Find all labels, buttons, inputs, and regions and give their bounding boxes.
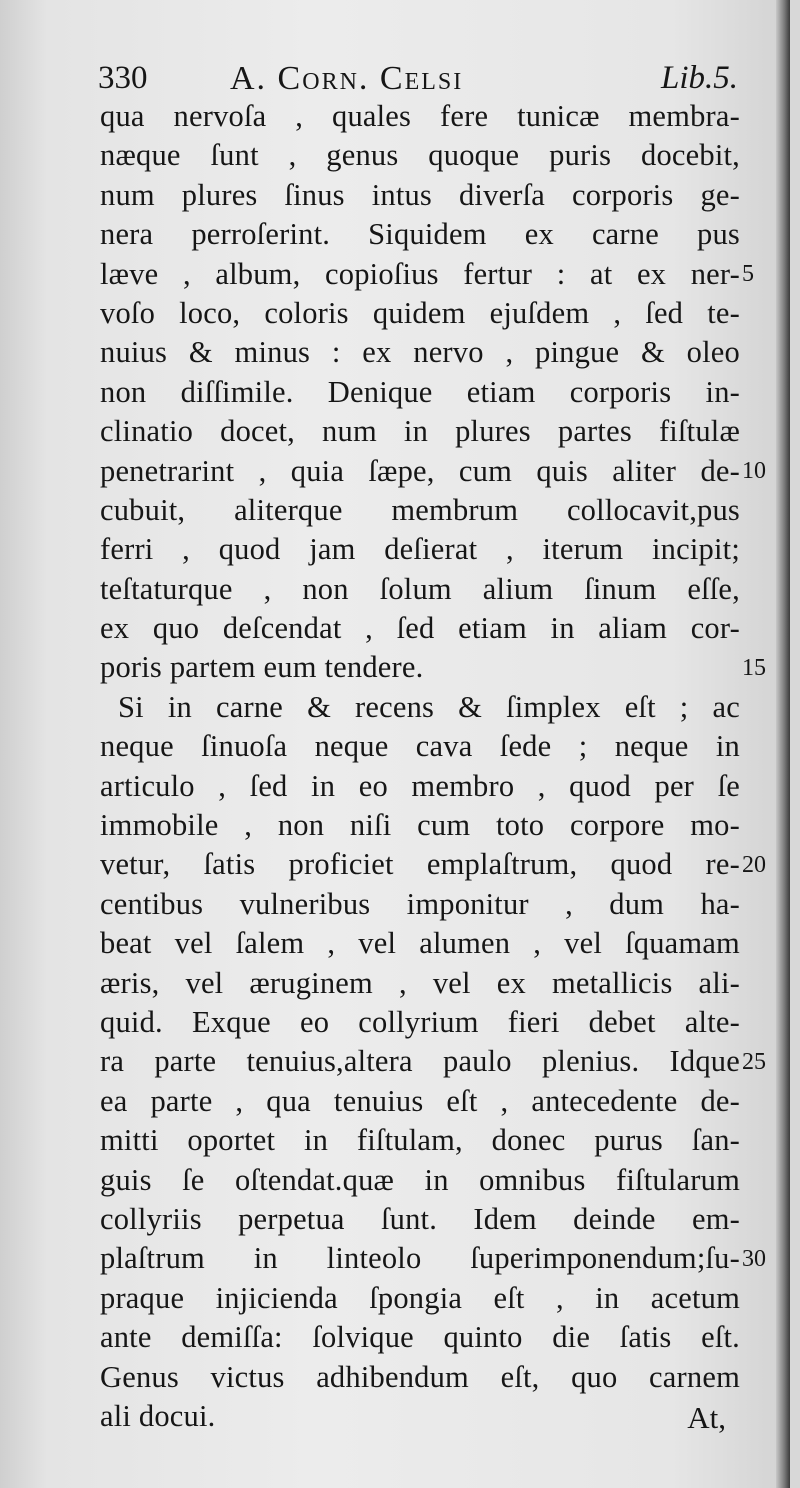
line-number-15: 15 [742,654,766,681]
text-line: Genus victus adhibendum eſt, quo carnem [100,1359,740,1394]
catchword: At, [687,1400,726,1435]
text-line: immobile , non niſi cum toto corpore mo- [100,808,740,843]
text-line: Si in carne & recens & ſimplex eſt ; ac [118,689,740,724]
text-line: ex quo deſcendat , ſed etiam in aliam cor- [100,611,740,646]
text-line: ra parte tenuius,altera paulo plenius. Idque [100,1044,740,1079]
text-line: qua nervoſa , quales fere tunicæ membra- [100,99,740,133]
text-line: beat vel ſalem , vel alumen , vel ſquamam [100,926,740,961]
text-line: poris partem eum tendere. [100,650,424,685]
text-line: guis ſe oſtendat.quæ in omnibus fiſtularum [100,1162,740,1197]
text-line: centibus vulneribus imponitur , dum ha- [100,886,740,921]
body-text [100,97,740,1436]
text-line: læve , album, copioſius fertur : at ex ner- [100,256,740,291]
book-label: Lib.5. [660,60,738,96]
text-line: num plures ſinus intus diverſa corporis ge- [100,177,740,212]
text-line: vetur, ſatis proficiet emplaſtrum, quod re- [100,847,740,882]
line-number-10: 10 [742,457,766,484]
text-line: articulo , ſed in eo membro , quod per ſe [100,768,740,803]
text-line: voſo loco, coloris quidem ejuſdem , ſed te- [100,295,740,330]
text-line: praque injicienda ſpongia eſt , in acetum [100,1280,740,1315]
page-number: 330 [98,60,148,96]
text-line: ali docui. [100,1398,216,1433]
text-line: æris, vel æruginem , vel ex metallicis ali- [100,965,740,1000]
text-line: mitti oportet in fiſtulam, donec purus ſan- [100,1123,740,1158]
text-line: plaſtrum in linteolo ſuperimponendum;ſu- [100,1241,740,1276]
text-line: cubuit, aliterque membrum collocavit,pus [100,492,740,527]
text-line: quid. Exque eo collyrium fieri debet alte- [100,1004,740,1039]
text-line: collyriis perpetua ſunt. Idem deinde em- [100,1201,740,1236]
text-line: clinatio docet, num in plures partes fiſtulæ [100,414,740,449]
text-line: ea parte , qua tenuius eſt , antecedente de- [100,1083,740,1118]
running-title: A. Corn. Celsi [230,60,464,97]
text-line: neque ſinuoſa neque cava ſede ; neque in [100,729,740,764]
line-number-20: 20 [742,851,766,878]
text-line: non diſſimile. Denique etiam corporis in- [100,374,740,409]
line-number-25: 25 [742,1048,766,1075]
page-header [98,60,738,100]
text-line: ferri , quod jam deſierat , iterum incipit; [100,532,740,567]
text-line: ante demiſſa: ſolvique quinto die ſatis eſt. [100,1320,740,1355]
text-line: nuius & minus : ex nervo , pingue & oleo [100,335,740,370]
text-line: næque ſunt , genus quoque puris docebit, [100,138,740,173]
text-line: teſtaturque , non ſolum alium ſinum eſſe, [100,571,740,606]
text-line: penetrarint , quia ſæpe, cum quis aliter de- [100,453,740,488]
text-line: nera perroſerint. Siquidem ex carne pus [100,217,740,252]
line-number-5: 5 [742,260,754,287]
line-number-30: 30 [742,1245,766,1272]
